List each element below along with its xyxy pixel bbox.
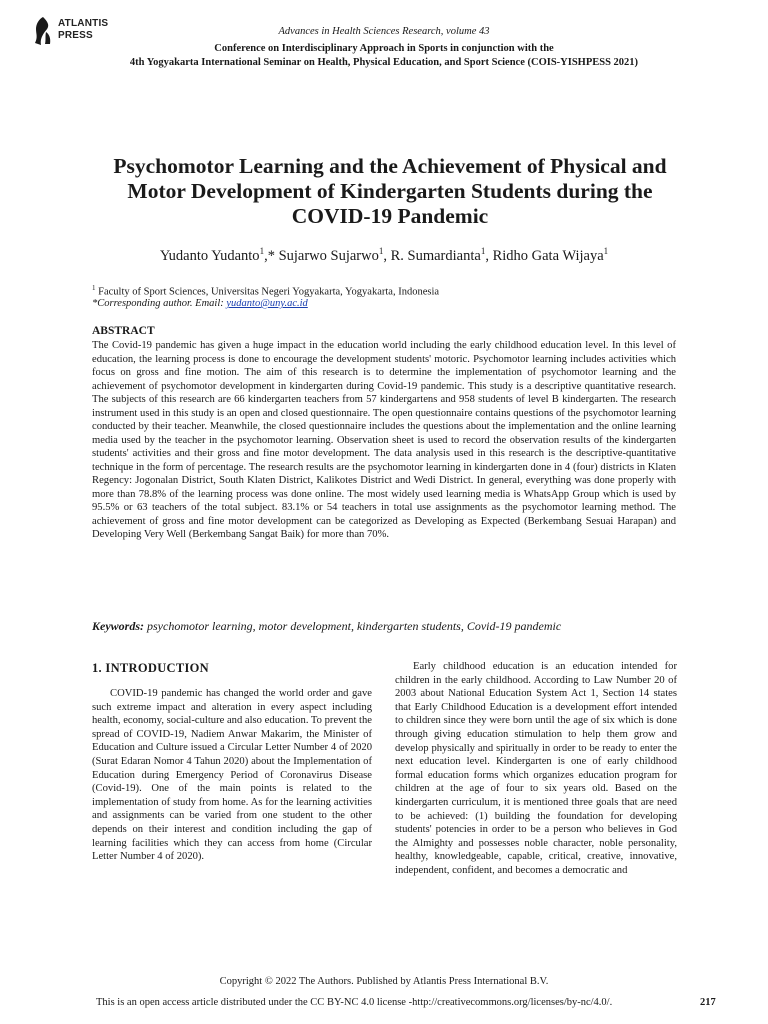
author-name: Ridho Gata Wijaya <box>492 247 604 264</box>
author-separator: , <box>383 247 391 264</box>
abstract-heading: ABSTRACT <box>92 325 155 337</box>
author-separator: , <box>485 247 493 264</box>
keywords-label: Keywords: <box>92 619 144 633</box>
series-title: Advances in Health Sciences Research, volume 43 <box>278 26 490 37</box>
email-link[interactable]: yudanto@uny.ac.id <box>226 298 308 309</box>
corresponding-author <box>92 298 308 309</box>
author-name: Yudanto Yudanto <box>159 247 260 264</box>
introduction-column-2: Early childhood education is an education intended for children in the early childhood. According to Law Number 20 of 2003 about National Education System Act 1, Section 14 states that Early Childhood Education is a development effort intended to children since they were born until the age of six which is done through giving education stimulation to help them grow and develop physically and spiritually in order to be ready to enter the next education level. Kindergarten is one of early childhood formal education forms which organizes education program for children at the age of four to six years old. Based on the kindergarten curriculum, it is mentioned three goals that are need to be achieved: (1) building the foundation for developing students' potencies in order to be a person who believes in God the Almighty and possesses noble character, noble personality, healthy, knowledgeable, capable, critical, creative, innovative, independent, confident, and becomes a democratic and <box>395 661 677 876</box>
author-separator: ,* <box>264 247 279 264</box>
author-affiliation-mark: 1 <box>378 246 384 256</box>
author-name: R. Sumardianta <box>390 247 481 264</box>
author-name: Sujarwo Sujarwo <box>278 247 379 264</box>
introduction-heading: 1. INTRODUCTION <box>92 661 210 675</box>
keywords <box>92 619 561 634</box>
author-affiliation-mark: 1 <box>259 246 265 256</box>
corresponding-label: *Corresponding author. Email: <box>92 298 227 309</box>
affiliation <box>92 284 439 298</box>
keywords-text: psychomotor learning, motor development, kindergarten students, Covid-19 pandemic <box>144 619 562 633</box>
page-number: 217 <box>700 997 716 1008</box>
paper-title: Psychomotor Learning and the Achievement of Physical and Motor Development of Kindergarten Students during the COVID-19 Pandemic <box>113 154 667 228</box>
publisher-name-line2: PRESS <box>58 30 93 41</box>
abstract-text: The Covid-19 pandemic has given a huge impact in the education world including the early childhood education level. In this level of education, the learning process is done to encourage the development students' motoric. Psychomotor learning includes activities which focus on gross and fine motion. The aim of this research is to determine the implementation of psychomotor learning and the achievement of psychomotor development in kindergarten during Covid-19 pandemic. This study is a descriptive quantitative research. The subjects of this research are 66 kindergarten teachers from 57 kindergartens and 958 students of level B kindergarten. The research instrument used in this study is an open and closed questionnaire. The open questionnaire contains questions of the psychomotor learning conducted by their teacher. Meanwhile, the closed questionnaire includes the questions about the implementation and the online learning media used by the teacher in the psychomotor learning. Observation sheet is used to record the observation results of the kindergarten students' activities and their gross and fine motor development. The data analysis used in this research is the descriptive-quantitative technique in the form of percentage. The research results are the psychomotor learning in kindergarten done in 4 (four) districts in Klaten Regency: Jogonalan District, South Klaten District, Kalikotes District and Wedi District. In general, everything was done properly with more than 78.8% of the learning process was done online. The most widely used learning media is WhatsApp Group which is used by 95.5% or 63 teachers of the total subject. 83.1% or 54 teachers in total use assignments as the psychomotor learning method. The achievement of gross and fine motor development can be categorized as Developing as Expected (Berkembang Sesuai Harapan) and Developing Very Well (Berkembang Sangat Baik) for more than 70%. <box>92 340 676 540</box>
publisher-name-line1: ATLANTIS <box>58 18 109 29</box>
affiliation-text: Faculty of Sport Sciences, Universitas Negeri Yogyakarta, Yogyakarta, Indonesia <box>95 286 440 298</box>
author-affiliation-mark: 1 <box>480 246 486 256</box>
license-notice: This is an open access article distributed under the CC BY-NC 4.0 license -http://creativecommons.org/licenses/by-nc/4.0/. <box>96 997 613 1008</box>
author-affiliation-mark: 1 <box>603 246 609 256</box>
copyright-notice: Copyright © 2022 The Authors. Published by Atlantis Press International B.V. <box>219 976 549 987</box>
author-list <box>0 246 768 265</box>
conference-line-1: Conference on Interdisciplinary Approach in Sports in conjunction with the <box>214 43 554 54</box>
affiliation-mark: 1 <box>92 284 96 292</box>
introduction-column-1: COVID-19 pandemic has changed the world order and gave such extreme impact and alteration in every aspect including health, economy, social-culture and also education. To prevent the spread of COVID-19, Nadiem Anwar Makarim, the Minister of Education and Culture issued a Circular Letter Number 4 of 2020 (Surat Edaran Nomor 4 Tahun 2020) about the Implementation of Education during Emergency Period of Coronavirus Disease (Covid-19). One of the main points is related to the implementation of study from home. As for the learning activities and assignments can be varied from one student to the other depends on their interest and condition including the gap of learning facilities which they can access from home (Circular Letter Number 4 of 2020). <box>92 688 372 863</box>
conference-line-2: 4th Yogyakarta International Seminar on Health, Physical Education, and Sport Science (COIS-YISHPESS 2021) <box>129 57 639 68</box>
